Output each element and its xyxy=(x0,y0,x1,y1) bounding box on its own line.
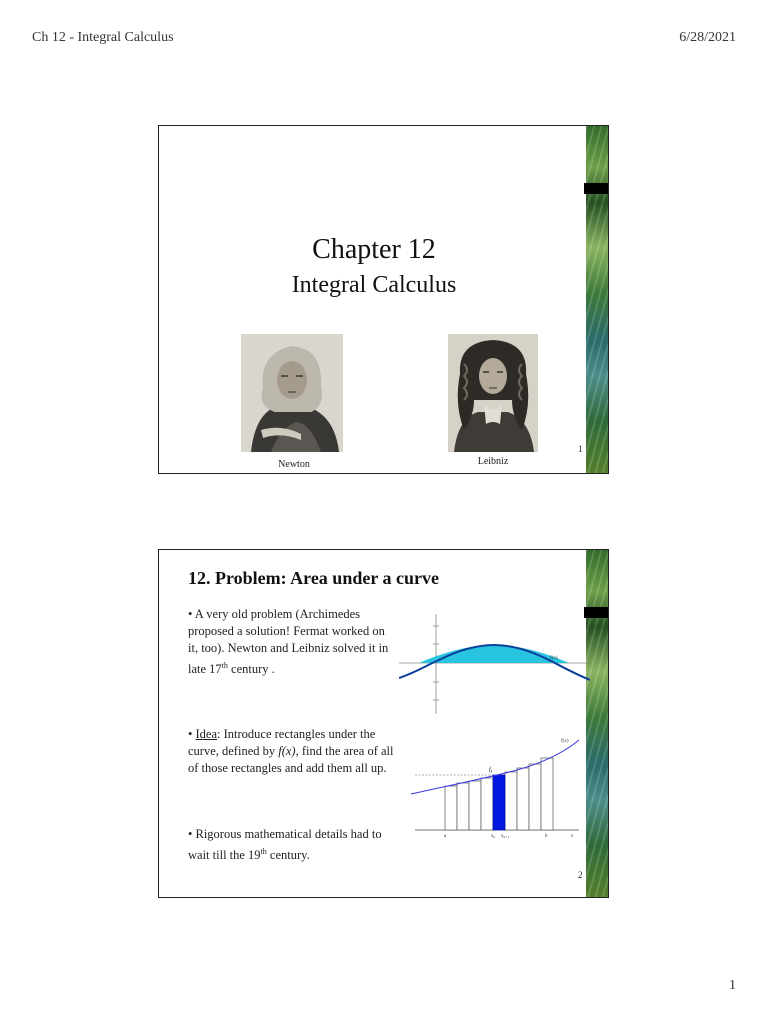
slide-decoration-strip xyxy=(586,126,608,473)
leibniz-caption: Leibniz xyxy=(477,456,509,467)
highlighted-rectangle xyxy=(493,775,505,830)
page-header-title: Ch 12 - Integral Calculus xyxy=(32,30,174,45)
tick-label-x: x xyxy=(571,834,574,839)
page-number: 1 xyxy=(729,978,736,993)
riemann-rectangles-graph xyxy=(407,726,583,842)
tick-label-b: b xyxy=(545,834,548,839)
slide-1-title: Chapter 12 xyxy=(312,234,436,265)
slide-decoration-strip xyxy=(586,550,608,897)
slide-1-number: 1 xyxy=(578,444,583,454)
curve-label: f(x) xyxy=(550,656,558,661)
tick-label-xk: $x_k$ xyxy=(491,834,496,840)
strip-black-bar xyxy=(584,183,608,194)
area-under-curve-graph xyxy=(399,610,590,718)
paragraph-idea: • Idea: Introduce rectangles under the curve, defined by f(x), find the area of all of those rectangles and add them all up. xyxy=(188,727,394,775)
tick-label-xk1: $x_{k+1}$ xyxy=(501,834,509,840)
slide-1-subtitle: Integral Calculus xyxy=(291,272,457,298)
slide-2-title: 12. Problem: Area under a curve xyxy=(188,568,439,588)
slide-2 xyxy=(158,549,609,898)
newton-portrait xyxy=(241,334,343,452)
slide-2-number: 2 xyxy=(578,870,583,880)
leibniz-portrait xyxy=(448,334,538,452)
paragraph-rigor: • Rigorous mathematical details had to wait till the 19th century. xyxy=(188,827,382,863)
paragraph-history: • A very old problem (Archimedes proposed a solution! Fermat worked on it, too). Newton and Leibniz solved it in late 17th century . xyxy=(188,607,389,677)
tick-label-a: a xyxy=(444,834,447,839)
newton-caption: Newton xyxy=(278,459,310,470)
point-label: $f_k$ xyxy=(489,767,493,774)
shaded-area xyxy=(399,645,590,663)
graph2-fx-label: f(x) xyxy=(561,739,569,744)
page-header-date: 6/28/2021 xyxy=(679,30,736,45)
slide-1 xyxy=(158,125,609,474)
tick-labels xyxy=(444,834,574,839)
